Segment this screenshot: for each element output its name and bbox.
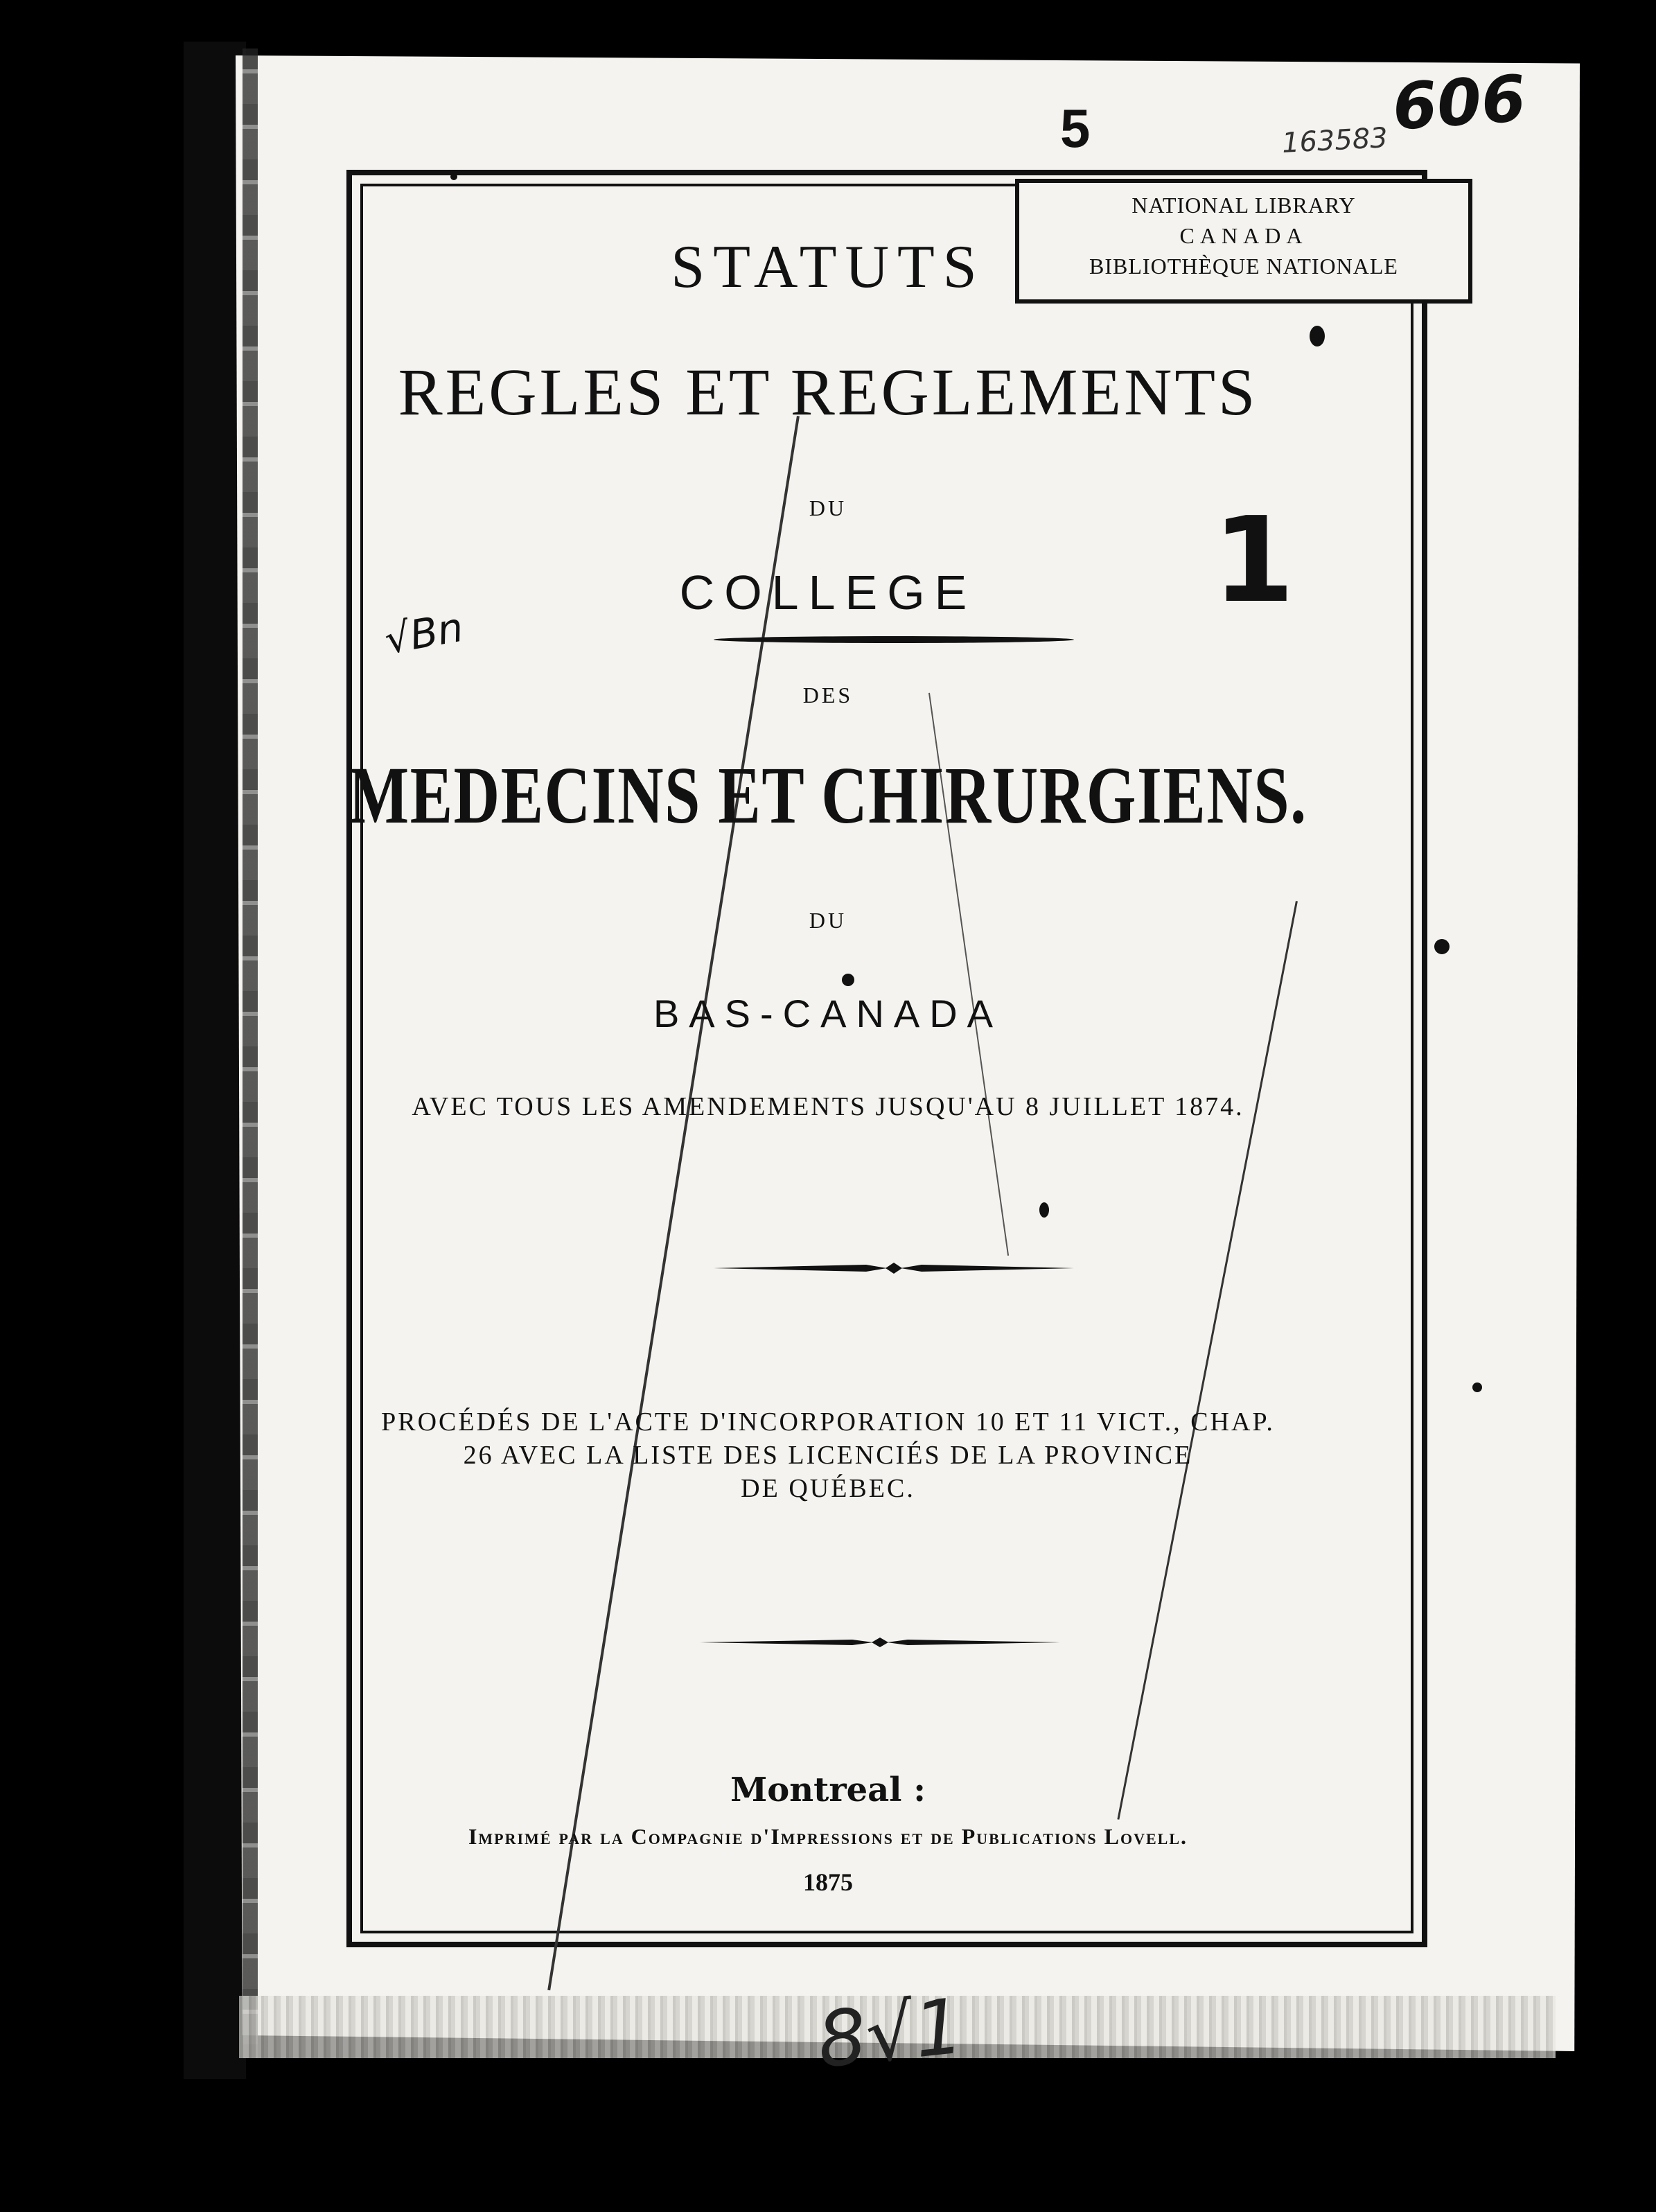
ink-speck [1434,939,1450,954]
stamp-line-1: NATIONAL LIBRARY [1131,193,1356,218]
title-regles: REGLES ET REGLEMENTS [398,355,1258,429]
ink-speck [1310,326,1325,346]
title-du: DU [809,495,847,520]
handwritten-mark: √Bn [380,603,467,664]
handwritten-one: 1 [1213,492,1295,629]
stamp-line-3: BIBLIOTHÈQUE NATIONALE [1089,254,1398,279]
imprint-year: 1875 [803,1868,853,1896]
title-des: DES [802,683,854,708]
ink-speck [1039,1202,1049,1218]
procedes-line-1: PROCÉDÉS DE L'ACTE D'INCORPORATION 10 ET 11 VICT., CHAP. [381,1407,1275,1437]
imprint-printer: Imprimé par la Compagnie d'Impressions et de Publications Lovell. [468,1824,1188,1849]
ink-speck [842,974,854,986]
handwritten-bottom: 8√1 [813,1981,968,2085]
stamp-line-2: CANADA [1179,223,1308,248]
title-college: COLLEGE [679,565,977,620]
title-bas-canada: BAS-CANADA [653,992,1003,1035]
imprint-city: Montreal : [730,1771,926,1809]
inner-frame [360,184,1413,1933]
college-underline [714,636,1074,643]
ink-speck [450,173,457,180]
ornament-rule [714,1260,1074,1276]
spine-edge [243,49,258,2058]
ornament-rule-2 [700,1634,1060,1651]
page-number: 5 [1060,98,1091,159]
procedes-line-3: DE QUÉBEC. [741,1474,915,1503]
handwritten-number: 606 [1390,61,1529,145]
title-medecins: MEDECINS ET CHIRURGIENS. [349,750,1307,841]
amendments-line: AVEC TOUS LES AMENDEMENTS JUSQU'AU 8 JUILLET 1874. [412,1092,1244,1121]
ink-speck [1472,1382,1482,1392]
title-statuts: STATUTS [671,234,985,301]
procedes-line-2: 26 AVEC LA LISTE DES LICENCIÉS DE LA PROVINCE [463,1441,1193,1470]
handwritten-reference: 163583 [1280,122,1389,159]
title-du-2: DU [809,908,847,933]
